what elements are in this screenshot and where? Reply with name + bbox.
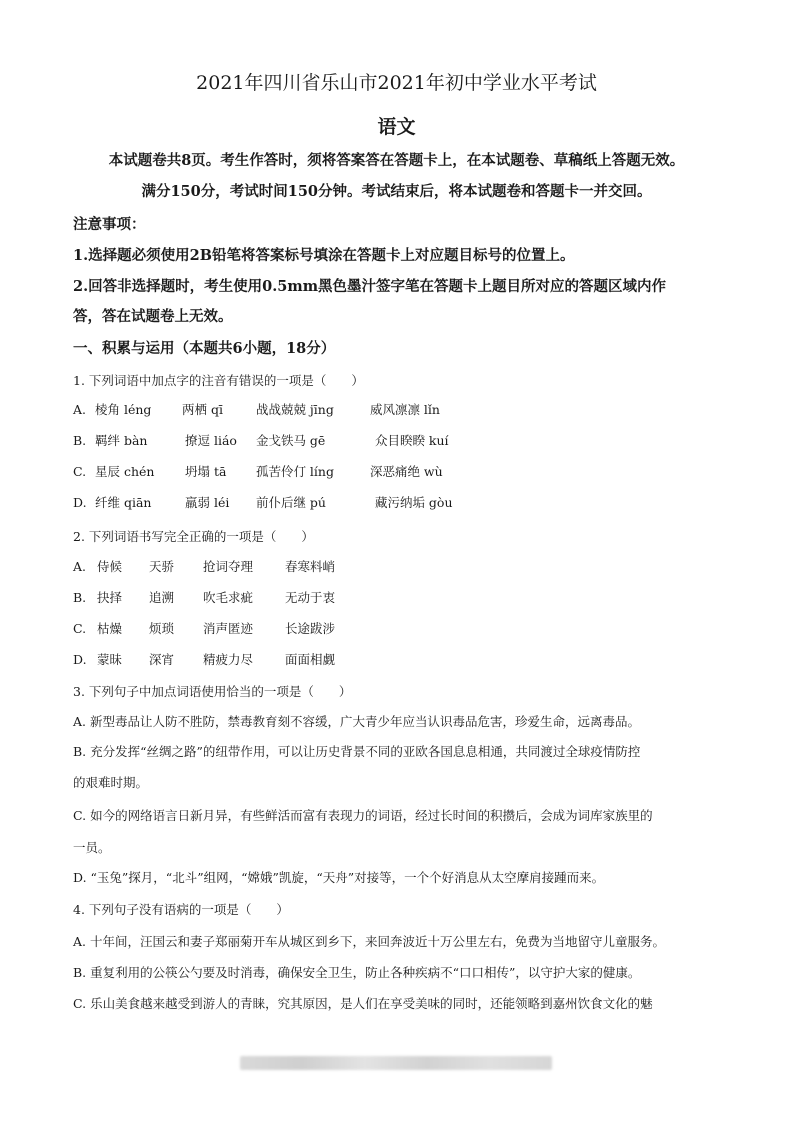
notice-line-1: 本试题卷共8页。考生作答时，须将答案答在答题卡上，在本试题卷、草稿纸上答题无效。	[108, 152, 685, 169]
option-term: 星辰 chén	[94, 464, 155, 479]
option-term: 孤苦伶仃 líng	[255, 464, 334, 479]
option-term: 威风凛凛 lǐn	[369, 402, 440, 417]
q2-option-a	[73, 557, 335, 575]
option-term: 天骄	[148, 559, 174, 574]
option-term: 春寒料峭	[284, 559, 335, 574]
option-term: 抢词夺理	[202, 559, 253, 574]
option-term: 长途跋涉	[284, 621, 335, 636]
q3-option-c: C. 如今的网络语言日新月异，有些鲜活而富有表现力的词语，经过长时间的积攒后，会成为词库家族里的	[73, 808, 653, 823]
attention-heading: 注意事项：	[73, 216, 146, 233]
option-label: B.	[73, 433, 87, 448]
section-1-heading: 一、积累与运用（本题共6小题，18分）	[73, 340, 336, 357]
q3-option-b: B. 充分发挥“丝绸之路”的纽带作用，可以让历史背景不同的亚欧各国息息相通，共同渡过全球疫情防控	[73, 744, 641, 759]
option-term: 棱角 léng	[94, 402, 152, 417]
exam-title: 2021年四川省乐山市2021年初中学业水平考试	[196, 72, 597, 94]
q3-option-a: A. 新型毒品让人防不胜防，禁毒教育刻不容缓，广大青少年应当认识毒品危害，珍爱生命，远离毒品。	[73, 714, 640, 729]
option-term: 抉择	[96, 590, 122, 605]
blurred-footer-watermark	[240, 1056, 552, 1070]
option-term: 前仆后继 pú	[255, 495, 326, 510]
option-term: 撩逗 liáo	[184, 433, 237, 448]
option-term: 藏污纳垢 gòu	[374, 495, 453, 510]
option-term: 纤维 qiān	[94, 495, 152, 510]
q2-option-c	[73, 619, 335, 637]
option-label: B.	[73, 590, 87, 605]
q1-option-b	[73, 431, 449, 449]
option-term: 枯燥	[96, 621, 122, 636]
attention-item-2-cont: 答，答在试题卷上无效。	[73, 308, 233, 325]
option-term: 深宵	[148, 652, 174, 667]
option-term: 深恶痛绝 wù	[369, 464, 443, 479]
q3-option-c-cont: 一员。	[73, 840, 111, 855]
q4-option-c: C. 乐山美食越来越受到游人的青睐，究其原因，是人们在享受美味的同时，还能领略到嘉州饮食文化的魅	[73, 996, 653, 1011]
option-term: 金戈铁马 gē	[255, 433, 326, 448]
q1-option-c	[73, 462, 443, 480]
option-term: 面面相觑	[284, 652, 335, 667]
q4-option-a: A. 十年间，汪国云和妻子郑丽菊开车从城区到乡下，来回奔波近十万公里左右，免费为当地留守儿童服务。	[73, 934, 665, 949]
option-term: 消声匿迹	[202, 621, 253, 636]
q2-option-b	[73, 588, 335, 606]
option-term: 无动于衷	[284, 590, 335, 605]
option-term: 两栖 qī	[181, 402, 223, 417]
q3-stem: 3. 下列句子中加点词语使用恰当的一项是（ ）	[73, 684, 352, 699]
option-term: 追溯	[148, 590, 174, 605]
q3-option-b-cont: 的艰难时期。	[73, 775, 149, 790]
option-term: 侍候	[96, 559, 122, 574]
subject-heading: 语文	[377, 116, 416, 138]
option-label: D.	[73, 652, 87, 667]
option-term: 精疲力尽	[202, 652, 253, 667]
option-term: 吹毛求疵	[202, 590, 253, 605]
option-term: 坍塌 tā	[184, 464, 227, 479]
q2-stem: 2. 下列词语书写完全正确的一项是（ ）	[73, 529, 314, 544]
q3-option-d: D. “玉兔”探月，“北斗”组网，“嫦娥”凯旋，“天舟”对接等，一个个好消息从太空摩肩接踵而来。	[73, 870, 605, 885]
option-term: 众目睽睽 kuí	[374, 433, 449, 448]
notice-line-2: 满分150分，考试时间150分钟。考试结束后，将本试题卷和答题卡一并交回。	[141, 183, 652, 200]
q2-option-d	[73, 650, 335, 668]
option-label: C.	[73, 621, 87, 636]
q1-option-a	[73, 400, 440, 418]
q1-option-d	[73, 493, 453, 511]
q1-stem: 1. 下列词语中加点字的注音有错误的一项是（ ）	[73, 373, 364, 388]
option-label: A.	[73, 402, 87, 417]
option-label: D.	[73, 495, 87, 510]
option-term: 蒙昧	[96, 652, 122, 667]
option-term: 羸弱 léi	[184, 495, 230, 510]
attention-item-2: 2.回答非选择题时，考生使用0.5mm黑色墨汁签字笔在答题卡上题目所对应的答题区域内作	[73, 278, 667, 295]
attention-item-1: 1.选择题必须使用2B铅笔将答案标号填涂在答题卡上对应题目标号的位置上。	[73, 247, 575, 264]
q4-option-b: B. 重复利用的公筷公勺要及时消毒，确保安全卫生，防止各种疾病不“口口相传”，以守护大家的健康。	[73, 965, 641, 980]
q4-stem: 4. 下列句子没有语病的一项是（ ）	[73, 902, 289, 917]
option-term: 战战兢兢 jīng	[255, 402, 334, 417]
option-label: C.	[73, 464, 87, 479]
option-label: A.	[73, 559, 87, 574]
option-term: 烦琐	[148, 621, 174, 636]
option-term: 羁绊 bàn	[94, 433, 148, 448]
